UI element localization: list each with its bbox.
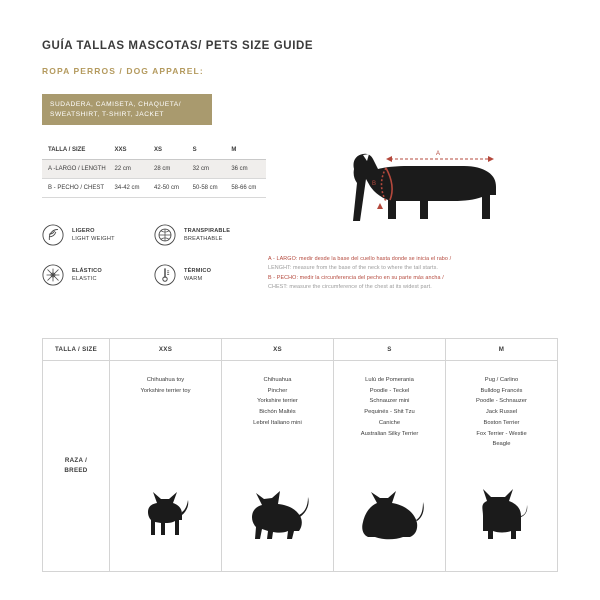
feature-light-weight [42,224,154,246]
breed-cell-m [446,361,558,572]
size-table-header-label: TALLA / SIZE [42,141,111,160]
breed-item: Boston Terrier [483,419,520,426]
french-bulldog-silhouette [448,487,555,547]
pomeranian-silhouette [336,487,443,547]
breed-table-row [43,361,558,572]
size-measurement-table [42,141,266,198]
page-subtitle: ROPA PERROS / DOG APPAREL: [42,66,204,76]
feature-warm-en: WARM [184,276,203,283]
breed-cell-xxs [110,361,222,572]
breed-item: Chihuahua toy [146,377,185,383]
feature-breathable-text [184,227,230,244]
breed-header-m: M [446,339,558,361]
breed-list-m [448,375,555,450]
chest-m: 58-66 cm [227,179,266,198]
breed-item: Fox Terrier - Westie [476,430,527,437]
thermometer-icon [154,264,176,286]
feature-light-weight-en: LIGHT WEIGHT [72,236,115,243]
feature-warm-text [184,267,211,284]
breathable-icon [154,224,176,246]
size-table-header-s: S [189,141,228,160]
note-a-en: LENGHT: measure from the base of the neck to where the tail starts. [268,265,438,272]
breed-item: Pincher [267,387,288,394]
measurement-diagram-section [268,145,560,293]
chest-xxs: 34-42 cm [111,179,150,198]
length-m: 36 cm [227,160,266,179]
row-label-length: A -LARGO / LENGTH [42,160,111,179]
breed-item: Yorkshire terrier [257,398,298,405]
breed-item: Bichón Maltés [259,409,296,416]
table-row-chest [42,179,266,198]
breed-table-header-row [43,339,558,361]
dog-silhouette-with-measures [268,145,560,237]
diagram-label-b: B [372,181,377,187]
size-table-header-xs: XS [150,141,189,160]
dog-diagram [268,145,560,237]
breed-list-xs [224,375,331,429]
breed-item: Australian Silky Terrier [360,430,419,437]
feather-icon [42,224,64,246]
feature-breathable-es: TRANSPIRABLE [184,227,231,234]
note-b-en: CHEST: measure the circumference of the chest at its widest part. [268,284,432,291]
size-table-header-m: M [227,141,266,160]
small-longhair-dog-silhouette [224,487,331,547]
breed-item: Schnauzer mini [369,398,410,405]
size-table-header-row [42,141,266,160]
feature-warm [154,264,266,286]
garment-banner-line-en: SWEATSHIRT, T-SHIRT, JACKET [50,110,165,118]
breed-item: Pug / Carlino [484,377,519,383]
breed-header-xxs: XXS [110,339,222,361]
feature-elastic [42,264,154,286]
feature-light-weight-es: LIGERO [72,227,95,234]
measurement-instructions [268,255,560,293]
feature-elastic-text [72,267,102,284]
breed-header-xs: XS [222,339,334,361]
breed-item: Poodle - Teckel [369,387,410,394]
breed-row-label [43,361,110,572]
feature-icon-grid [42,224,266,304]
breed-item: Bulldog Francés [480,387,523,394]
breed-list-s [336,375,443,439]
breed-row-label-line1: RAZA / [64,457,88,465]
elastic-icon [42,264,64,286]
breed-item: Lulú de Pomerania [365,377,414,383]
chihuahua-toy-silhouette [112,487,219,547]
breed-row-label-line2: BREED [64,467,88,474]
feature-breathable [154,224,266,246]
page-title: GUÍA TALLAS MASCOTAS/ PETS SIZE GUIDE [42,40,314,52]
breed-item: Poodle - Schnauzer [476,398,527,405]
breed-cell-s [334,361,446,572]
feature-elastic-en: ELASTIC [72,276,97,283]
breed-item: Beagle [492,441,511,448]
breed-header-label: TALLA / SIZE [43,339,110,361]
length-s: 32 cm [189,160,228,179]
breed-item: Yorkshire terrier toy [140,387,191,394]
breed-cell-xs [222,361,334,572]
table-row-length [42,160,266,179]
feature-elastic-es: ELÁSTICO [72,267,102,274]
chest-s: 50-58 cm [189,179,228,198]
row-label-chest: B - PECHO / CHEST [42,179,111,198]
breed-table [42,338,558,572]
feature-breathable-en: BREATHABLE [184,236,223,243]
garment-banner-line-es: SUDADERA, CAMISETA, CHAQUETA/ [50,101,182,108]
diagram-label-a: A [436,151,441,157]
breed-item: Chihuahua [263,377,292,383]
note-b-es: B - PECHO: medir la circunferencia del pecho en su parte más ancha / [268,274,444,281]
chest-xs: 42-50 cm [150,179,189,198]
length-xs: 28 cm [150,160,189,179]
length-xxs: 22 cm [111,160,150,179]
breed-item: Caniche [378,419,401,426]
breed-list-xxs [112,375,219,396]
feature-warm-es: TÉRMICO [184,267,212,274]
garment-type-banner [42,94,212,125]
breed-item: Jack Russel [485,409,518,416]
breed-header-s: S [334,339,446,361]
size-table-header-xxs: XXS [111,141,150,160]
feature-light-weight-text [72,227,115,244]
breed-item: Lebrel Italiano mini [253,419,302,426]
note-a-es: A - LARGO: medir desde la base del cuello hasta donde se inicia el rabo / [268,256,452,262]
breed-item: Pequinés - Shit Tzu [364,409,415,416]
